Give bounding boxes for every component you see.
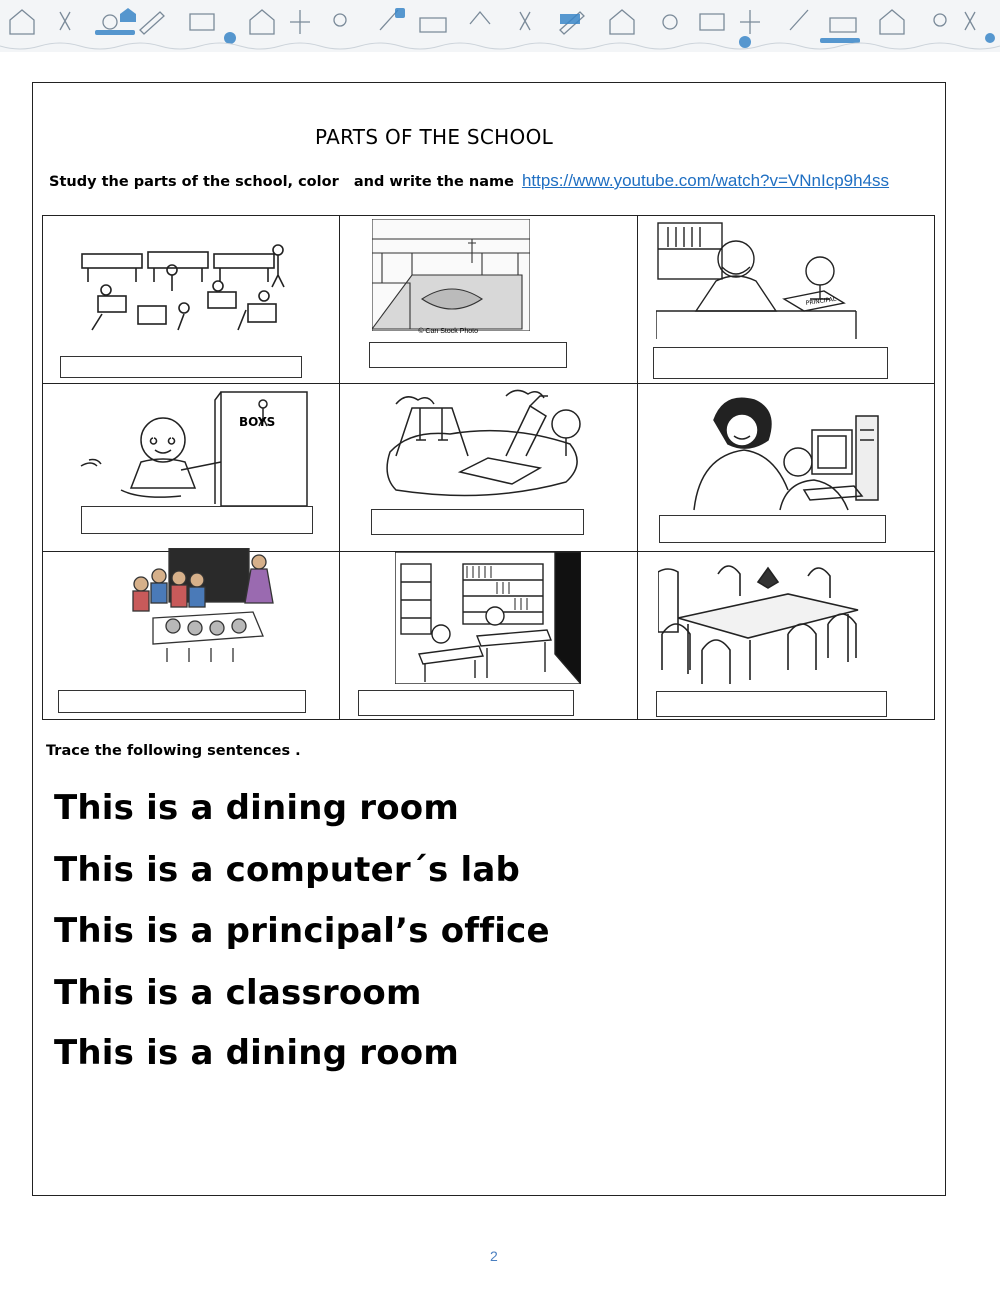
answer-field[interactable] [371, 509, 584, 535]
picture-cell [637, 384, 934, 552]
trace-sentence: This is a principal’s office [54, 911, 550, 951]
video-link[interactable]: https://www.youtube.com/watch?v=VNnIcp9h4ss [521, 171, 890, 190]
picture-cell [43, 216, 340, 384]
instruction-label: Study the parts of the school, color and write the name [49, 174, 514, 190]
picture-cell [637, 552, 934, 720]
decorative-banner [0, 0, 1000, 52]
trace-sentence: This is a dining room [54, 788, 459, 828]
pictures-grid [42, 215, 935, 720]
library-icon [395, 552, 581, 684]
answer-field[interactable] [358, 690, 574, 716]
caption-text: © Can Stock Photo [418, 328, 478, 335]
trace-sentence: This is a computer´s lab [54, 850, 521, 890]
principal-office-icon [656, 219, 866, 339]
playground-icon [386, 384, 590, 502]
worksheet-frame [32, 82, 946, 1196]
principal-sign: PRINCIPAL [804, 295, 837, 307]
answer-field[interactable] [81, 506, 313, 534]
trace-instruction: Trace the following sentences . [46, 743, 301, 759]
answer-field[interactable] [659, 515, 886, 543]
trace-sentence: This is a classroom [54, 973, 422, 1013]
boys-sign: BOYS [239, 415, 276, 429]
answer-field[interactable] [60, 356, 302, 378]
picture-cell [340, 384, 637, 552]
classroom-icon [123, 548, 283, 666]
picture-cell [637, 216, 934, 384]
answer-field[interactable] [369, 342, 567, 368]
gymnasium-icon [372, 219, 530, 331]
answer-field[interactable] [58, 690, 306, 713]
picture-cell [43, 552, 340, 720]
answer-field[interactable] [653, 347, 888, 379]
picture-cell [340, 216, 637, 384]
bathroom-icon [71, 390, 311, 508]
answer-field[interactable] [656, 691, 887, 717]
trace-sentence: This is a dining room [54, 1033, 459, 1073]
classroom-desks-icon [78, 244, 298, 334]
computer-lab-icon [684, 390, 894, 514]
instruction-text [49, 171, 889, 191]
page-number: 2 [490, 1248, 498, 1264]
dining-room-icon [658, 564, 868, 686]
picture-cell [340, 552, 637, 720]
picture-cell [43, 384, 340, 552]
page-title: PARTS OF THE SCHOOL [315, 125, 554, 149]
